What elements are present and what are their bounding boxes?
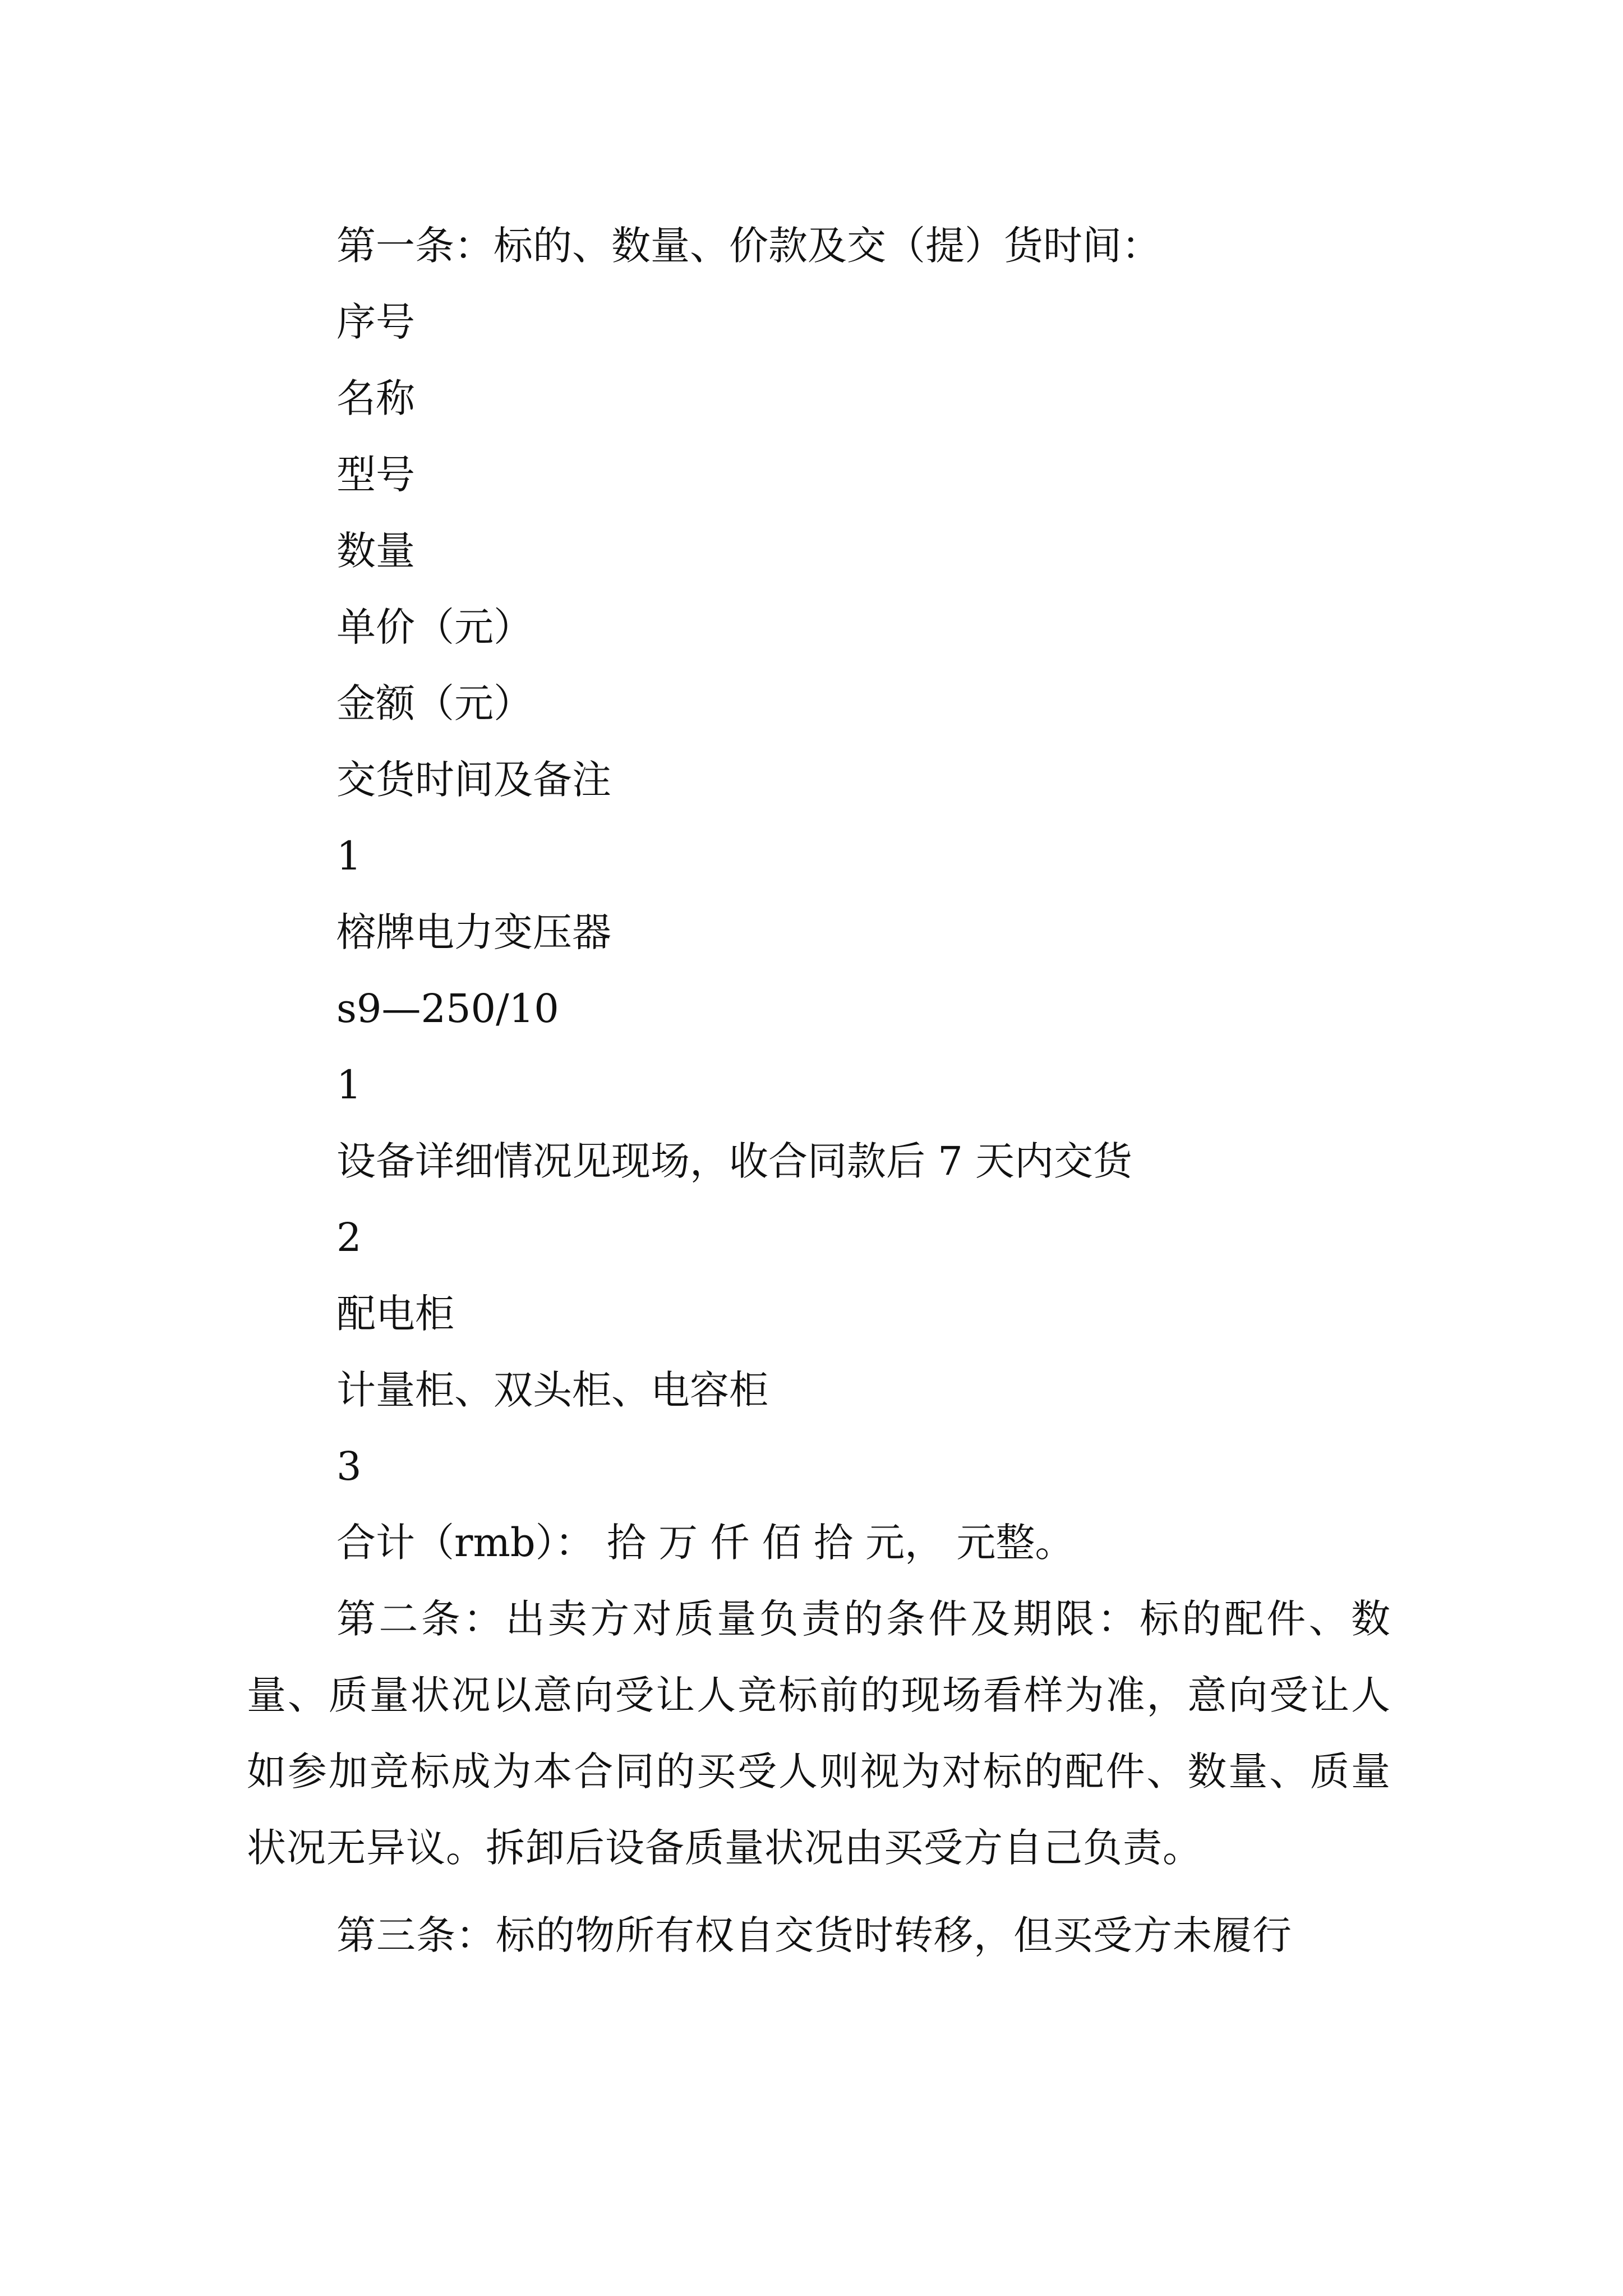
row-2-model: 计量柜、双头柜、电容柜 <box>336 1367 768 1413</box>
article-3-paragraph: 第三条：标的物所有权自交货时转移，但买受方未履行 <box>336 1912 1292 1958</box>
row-1-quantity: 1 <box>336 1062 362 1108</box>
paragraph-gap <box>247 1886 1391 1897</box>
table-header-name: 名称 <box>336 375 415 421</box>
row-2-name: 配电柜 <box>336 1291 454 1337</box>
article-1-heading: 第一条：标的、数量、价款及交（提）货时间： <box>336 223 1161 269</box>
row-1-index: 1 <box>336 833 362 879</box>
table-header-delivery: 交货时间及备注 <box>336 757 611 803</box>
row-1-delivery-note: 设备详细情况见现场，收合同款后 7 天内交货 <box>336 1138 1133 1184</box>
table-header-amount: 金额（元） <box>336 680 533 726</box>
row-3-index: 3 <box>336 1443 362 1489</box>
row-1-model: s9—250/10 <box>336 986 559 1032</box>
document-body <box>247 208 1391 1973</box>
total-line: 合计（rmb）： 拾 万 仟 佰 拾 元， 元整。 <box>336 1520 1075 1566</box>
table-header-index: 序号 <box>336 299 415 345</box>
row-2-index: 2 <box>336 1214 362 1260</box>
row-1-name: 榕牌电力变压器 <box>336 909 611 955</box>
table-header-quantity: 数量 <box>336 528 415 574</box>
article-2-paragraph: 第二条：出卖方对质量负责的条件及期限：标的配件、数量、质量状况以意向受让人竞标前的现场看样为准，意向受让人如参加竞标成为本合同的买受人则视为对标的配件、数量、质量状况无异议。拆卸后设备质量状况由买受方自己负责。 <box>247 1596 1391 1871</box>
table-header-unit-price: 单价（元） <box>336 604 533 650</box>
table-header-model: 型号 <box>336 452 415 498</box>
